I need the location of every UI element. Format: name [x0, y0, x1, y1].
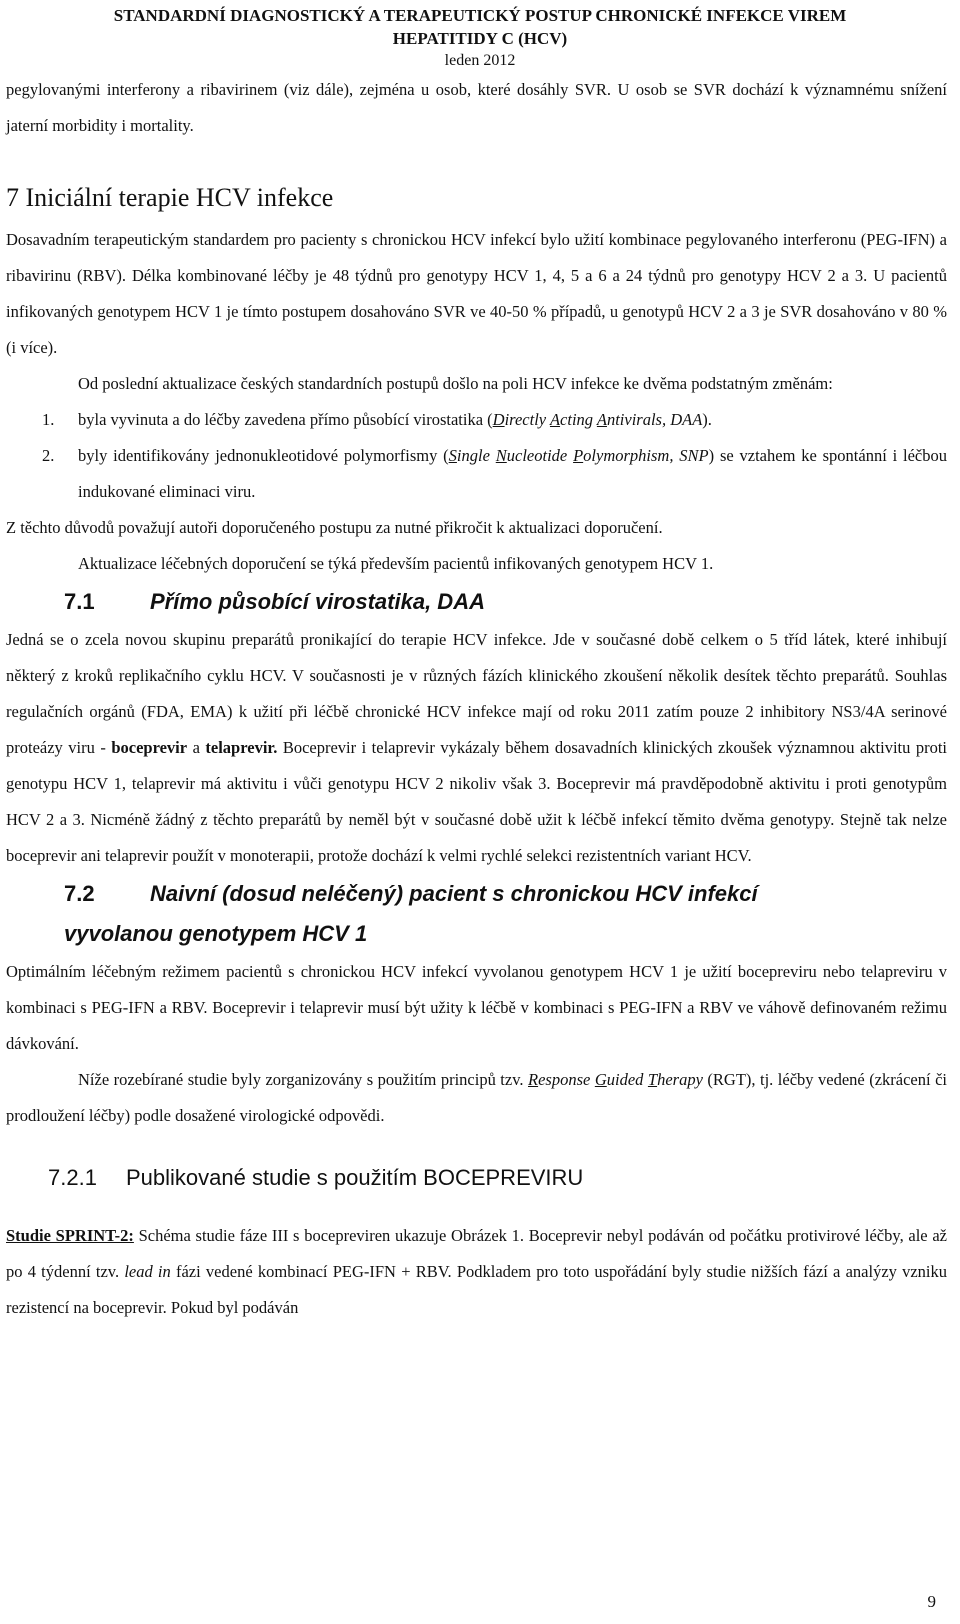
- section-7-2-paragraph-2: Níže rozebírané studie byly zorganizovány s použitím principů tzv. Response Guided Therapy (RGT), tj. léčby vedené (zkrácení či prodloužení léčby) podle dosažené virologické odpovědi.: [6, 1070, 947, 1125]
- intro-paragraph: pegylovanými interferony a ribavirinem (viz dále), zejména u osob, které dosáhly SVR. U osob se SVR dochází k významnému snížení jaterní morbidity i mortality.: [6, 80, 947, 135]
- list-item-number: 1.: [42, 410, 55, 429]
- list-item-number: 2.: [42, 446, 55, 465]
- page-content: [6, 72, 947, 1326]
- section-7-2-1-heading: [6, 1160, 947, 1196]
- study-label: Studie SPRINT-2:: [6, 1226, 134, 1245]
- chapter-7-heading: 7 Iniciální terapie HCV infekce: [6, 183, 334, 212]
- section-7-1-paragraph: Jedná se o zcela novou skupinu preparátů pronikající do terapie HCV infekce. Jde v současné době celkem o 5 tříd látek, které inhibují některý z kroků replikačního cyklu HCV. V současnosti je v různých fázích klinického zkoušení několik desítek těchto preparátů. Souhlas regulačních orgánů (FDA, EMA) k užití při léčbě chronické HCV infekce mají od roku 2011 zatím pouze 2 inhibitory NS3/4A serinové proteázy viru - boceprevir a telaprevir. Boceprevir i telaprevir vykázaly během dosavadních klinických zkoušek významnou aktivitu proti genotypu HCV 1, telaprevir má aktivitu i vůči genotypu HCV 2 nikoliv však 3. Boceprevir má pravděpodobně aktivitu i proti genotypům HCV 2 a 3. Nicméně žádný z těchto preparátů by neměl být v současné době užit k léčbě infekcí těmito dvěma genotypy. Stejně tak nelze boceprevir ani telaprevir použít v monoterapii, protože dochází k velmi rychlé selekci rezistentních variant HCV.: [6, 630, 948, 865]
- header-date: leden 2012: [444, 52, 516, 69]
- chapter-7-paragraph-3: Z těchto důvodů považují autoři doporučeného postupu za nutné přikročit k aktualizaci doporučení.: [6, 518, 663, 537]
- section-7-1-heading: [6, 582, 947, 622]
- list-item: 1. byla vyvinuta a do léčby zavedena přímo působící virostatika (Directly Acting Antivirals, DAA).: [6, 402, 947, 438]
- section-number: 7.1: [64, 589, 95, 614]
- header-title-line1: STANDARDNÍ DIAGNOSTICKÝ A TERAPEUTICKÝ POSTUP CHRONICKÉ INFEKCE VIREM: [113, 6, 847, 25]
- section-7-2-heading: [6, 874, 947, 954]
- chapter-7-paragraph-4: Aktualizace léčebných doporučení se týká především pacientů infikovaných genotypem HCV 1.: [78, 554, 714, 573]
- section-title: Přímo působící virostatika, DAA: [150, 589, 485, 614]
- chapter-7-paragraph-2: Od poslední aktualizace českých standardních postupů došlo na poli HCV infekce ke dvěma podstatným změnám:: [78, 374, 833, 393]
- section-title: Publikované studie s použitím BOCEPREVIRU: [126, 1165, 584, 1190]
- changes-list: [6, 402, 947, 510]
- header-title-line2: HEPATITIDY C (HCV): [392, 29, 568, 48]
- section-number: 7.2: [64, 881, 95, 906]
- section-title-line2: vyvolanou genotypem HCV 1: [64, 921, 368, 946]
- page-number: 9: [927, 1592, 936, 1611]
- document-header: [0, 4, 960, 50]
- chapter-7-paragraph-1: Dosavadním terapeutickým standardem pro pacienty s chronickou HCV infekcí bylo užití kombinace pegylovaného interferonu (PEG-IFN) a ribavirinu (RBV). Délka kombinované léčby je 48 týdnů pro genotypy HCV 1, 4, 5 a 6 a 24 týdnů pro genotypy HCV 2 a 3. U pacientů infikovaných genotypem HCV 1 je tímto postupem dosahováno SVR ve 40-50 % případů, u genotypů HCV 2 a 3 je SVR dosahováno v 80 % (i více).: [6, 230, 947, 357]
- sprint-2-paragraph: Studie SPRINT-2: Schéma studie fáze III s bocepreviren ukazuje Obrázek 1. Boceprevir nebyl podáván od počátku protivirové léčby, ale až po 4 týdenní tzv. lead in fázi vedené kombinací PEG-IFN + RBV. Podkladem pro toto uspořádání byly studie nižších fází a analýzy vzniku rezistencí na boceprevir. Pokud byl podáván: [6, 1226, 948, 1317]
- section-number: 7.2.1: [48, 1165, 97, 1190]
- section-title-line1: Naivní (dosud neléčený) pacient s chronickou HCV infekcí: [150, 881, 758, 906]
- section-7-2-paragraph-1: Optimálním léčebným režimem pacientů s chronickou HCV infekcí vyvolanou genotypem HCV 1 je užití bocepreviru nebo telapreviru v kombinaci s PEG-IFN a RBV. Boceprevir i telaprevir musí být užity k léčbě v kombinaci s PEG-IFN a RBV ve váhově definovaném režimu dávkování.: [6, 962, 947, 1053]
- list-item: 2. byly identifikovány jednonukleotidové polymorfismy (Single Nucleotide Polymorphism, SNP) se vztahem ke spontánní i léčbou indukované eliminaci viru.: [6, 438, 947, 510]
